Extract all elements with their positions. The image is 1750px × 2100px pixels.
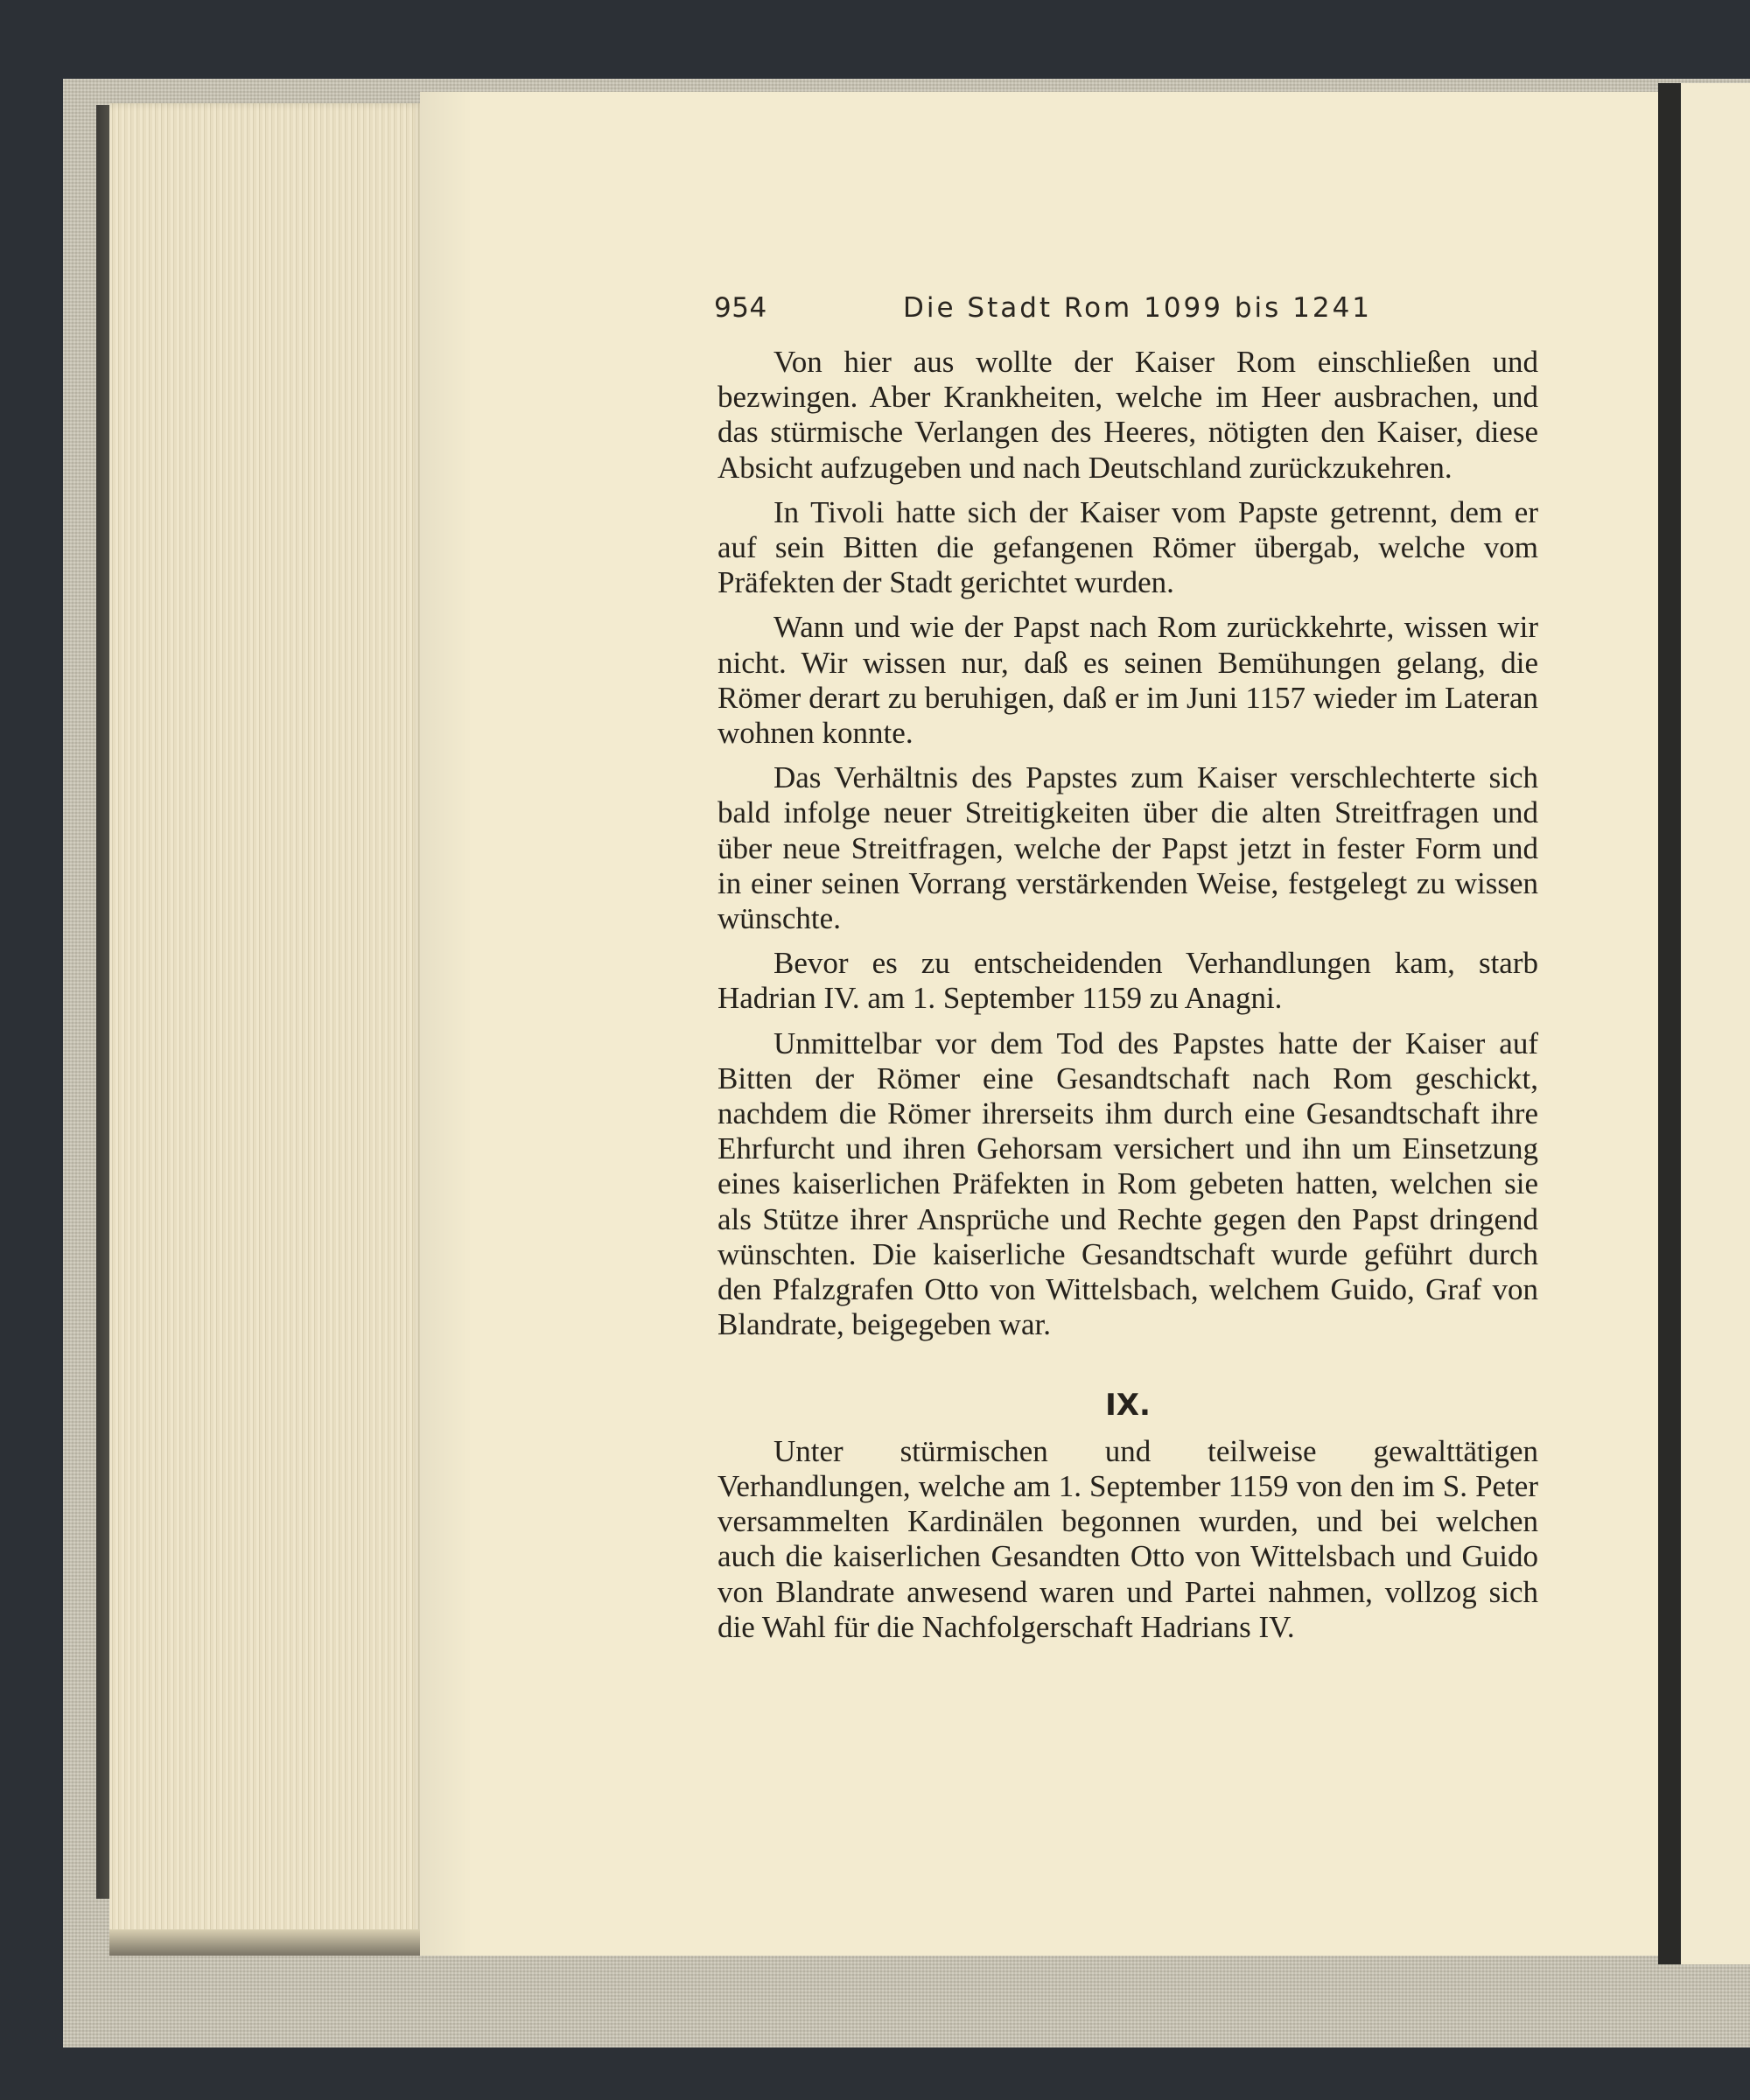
paragraph: Wann und wie der Papst nach Rom zurückkehrte, wissen wir nicht. Wir wissen nur, daß es seinen Bemühungen gelang, die Römer derart zu beruhigen, daß er im Juni 1157 wieder im Lateran wohnen konnte. xyxy=(718,610,1538,751)
paragraph: Unmittelbar vor dem Tod des Papstes hatte der Kaiser auf Bitten der Römer eine Gesandtschaft nach Rom geschickt, nachdem die Römer ihrerseits ihm durch eine Gesandtschaft ihre Ehrfurcht und ihren Gehorsam versichert und ihn um Einsetzung eines kaiserlichen Präfekten in Rom gebeten hatten, welchen sie als Stütze ihrer Ansprüche und Rechte gegen den Papst dringend wünschten. Die kaiserliche Gesandtschaft wurde geführt durch den Pfalzgrafen Otto von Wittelsbach, welchem Guido, Graf von Blandrate, beigegeben war. xyxy=(718,1026,1538,1342)
right-page-edge xyxy=(1658,83,1750,1964)
section-paragraph: Unter stürmischen und teilweise gewalttätigen Verhandlungen, welche am 1. September 1159 von den im S. Peter versammelten Kardinälen begonnen wurden, und bei welchen auch die kaiserlichen Gesandten Otto von Wittelsbach und Guido von Blandrate anwesend waren und Partei nahmen, vollzog sich die Wahl für die Nachfolgerschaft Hadrians IV. xyxy=(718,1433,1538,1644)
page-block-bottom xyxy=(109,1929,424,1956)
page-number: 954 xyxy=(714,292,767,324)
page-body xyxy=(718,345,1538,1655)
paragraph: Das Verhältnis des Papstes zum Kaiser verschlechterte sich bald infolge neuer Streitigkeiten über die alten Streitfragen und über neue Streitfragen, welche der Papst jetzt in fester Form und in einer seinen Vorrang verstärkenden Weise, festgelegt zu wissen wünschte. xyxy=(718,760,1538,936)
paragraph: Bevor es zu entscheidenden Verhandlungen kam, starb Hadrian IV. am 1. September 1159 zu Anagni. xyxy=(718,946,1538,1016)
page-header xyxy=(714,292,1538,331)
paragraph: Von hier aus wollte der Kaiser Rom einschließen und bezwingen. Aber Krankheiten, welche im Heer ausbrachen, und das stürmische Verlangen des Heeres, nötigten den Kaiser, diese Absicht aufzugeben und nach Deutschland zurückzukehren. xyxy=(718,345,1538,485)
running-head: Die Stadt Rom 1099 bis 1241 xyxy=(903,292,1373,324)
section-heading: IX. xyxy=(1105,1388,1151,1424)
page-block-edges xyxy=(109,103,424,1941)
paragraph: In Tivoli hatte sich der Kaiser vom Papste getrennt, dem er auf sein Bitten die gefangenen Römer übergab, welche vom Präfekten der Stadt gerichtet wurden. xyxy=(718,494,1538,600)
